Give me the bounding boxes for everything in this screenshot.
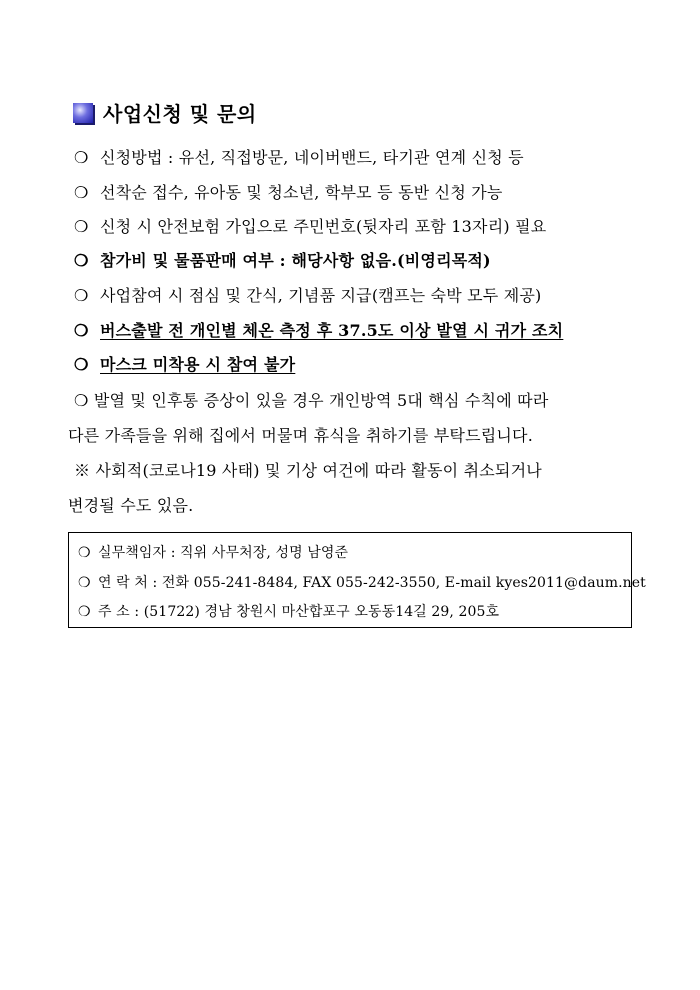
contact-row-address	[78, 601, 499, 621]
list-item	[74, 214, 546, 237]
manager-value: : 직위 사무처장, 성명 남영준	[170, 545, 349, 561]
list-item	[74, 318, 563, 341]
circle-bullet-icon: ❍	[74, 355, 89, 374]
phone-label: 연 락 처	[98, 575, 148, 591]
section-title: 사업신청 및 문의	[103, 102, 257, 126]
list-item-text: 마스크 미착용 시 참여 불가	[100, 355, 296, 374]
list-item	[74, 145, 524, 168]
phone-value: : 전화 055-241-8484, FAX 055-242-3550, E-mail kyes2011@daum.net	[152, 575, 646, 591]
circle-bullet-icon: ❍	[74, 217, 89, 236]
list-item-text: 사업참여 시 점심 및 간식, 기념품 지급(캠프는 숙박 모두 제공)	[100, 286, 542, 305]
contact-box	[68, 532, 646, 628]
list-item	[74, 283, 542, 306]
circle-bullet-icon: ❍	[78, 575, 91, 591]
list-item	[74, 180, 503, 203]
note-text: ※ 사회적(코로나19 사태) 및 기상 여건에 따라 활동이 취소되거나	[74, 461, 542, 480]
paragraph-text: 다른 가족들을 위해 집에서 머물며 휴식을 취하기를 부탁드립니다.	[68, 426, 534, 445]
list-item-text: 버스출발 전 개인별 체온 측정 후 37.5도 이상 발열 시 귀가 조치	[100, 321, 564, 340]
note-text: 변경될 수도 있음.	[68, 496, 194, 515]
manager-label: 실무책임자	[98, 545, 167, 561]
circle-bullet-icon: ❍	[78, 604, 91, 620]
address-label: 주 소	[98, 604, 130, 620]
list-item	[74, 248, 491, 271]
contact-row-manager	[78, 542, 348, 562]
list-item-text: 신청 시 안전보험 가입으로 주민번호(뒷자리 포함 13자리) 필요	[100, 217, 547, 236]
note-line	[68, 493, 634, 516]
paragraph-line	[74, 388, 634, 411]
square-bullet-icon	[73, 103, 93, 123]
note-line	[74, 458, 634, 481]
circle-bullet-icon: ❍	[78, 545, 91, 561]
list-item-text: 신청방법 : 유선, 직접방문, 네이버밴드, 타기관 연계 신청 등	[100, 148, 524, 167]
section-heading	[73, 98, 257, 127]
address-value: : (51722) 경남 창원시 마산합포구 오동동14길 29, 205호	[134, 604, 500, 620]
list-item-text: 선착순 접수, 유아동 및 청소년, 학부모 등 동반 신청 가능	[100, 183, 503, 202]
list-item-text: 참가비 및 물품판매 여부 : 해당사항 없음.(비영리목적)	[100, 251, 491, 270]
paragraph-text: ❍ 발열 및 인후통 증상이 있을 경우 개인방역 5대 핵심 수칙에 따라	[74, 391, 549, 410]
circle-bullet-icon: ❍	[74, 321, 89, 340]
list-item	[74, 352, 295, 375]
circle-bullet-icon: ❍	[74, 251, 89, 270]
circle-bullet-icon: ❍	[74, 286, 89, 305]
circle-bullet-icon: ❍	[74, 148, 89, 167]
circle-bullet-icon: ❍	[74, 183, 89, 202]
paragraph-line	[68, 423, 634, 446]
contact-row-phone	[78, 572, 646, 592]
